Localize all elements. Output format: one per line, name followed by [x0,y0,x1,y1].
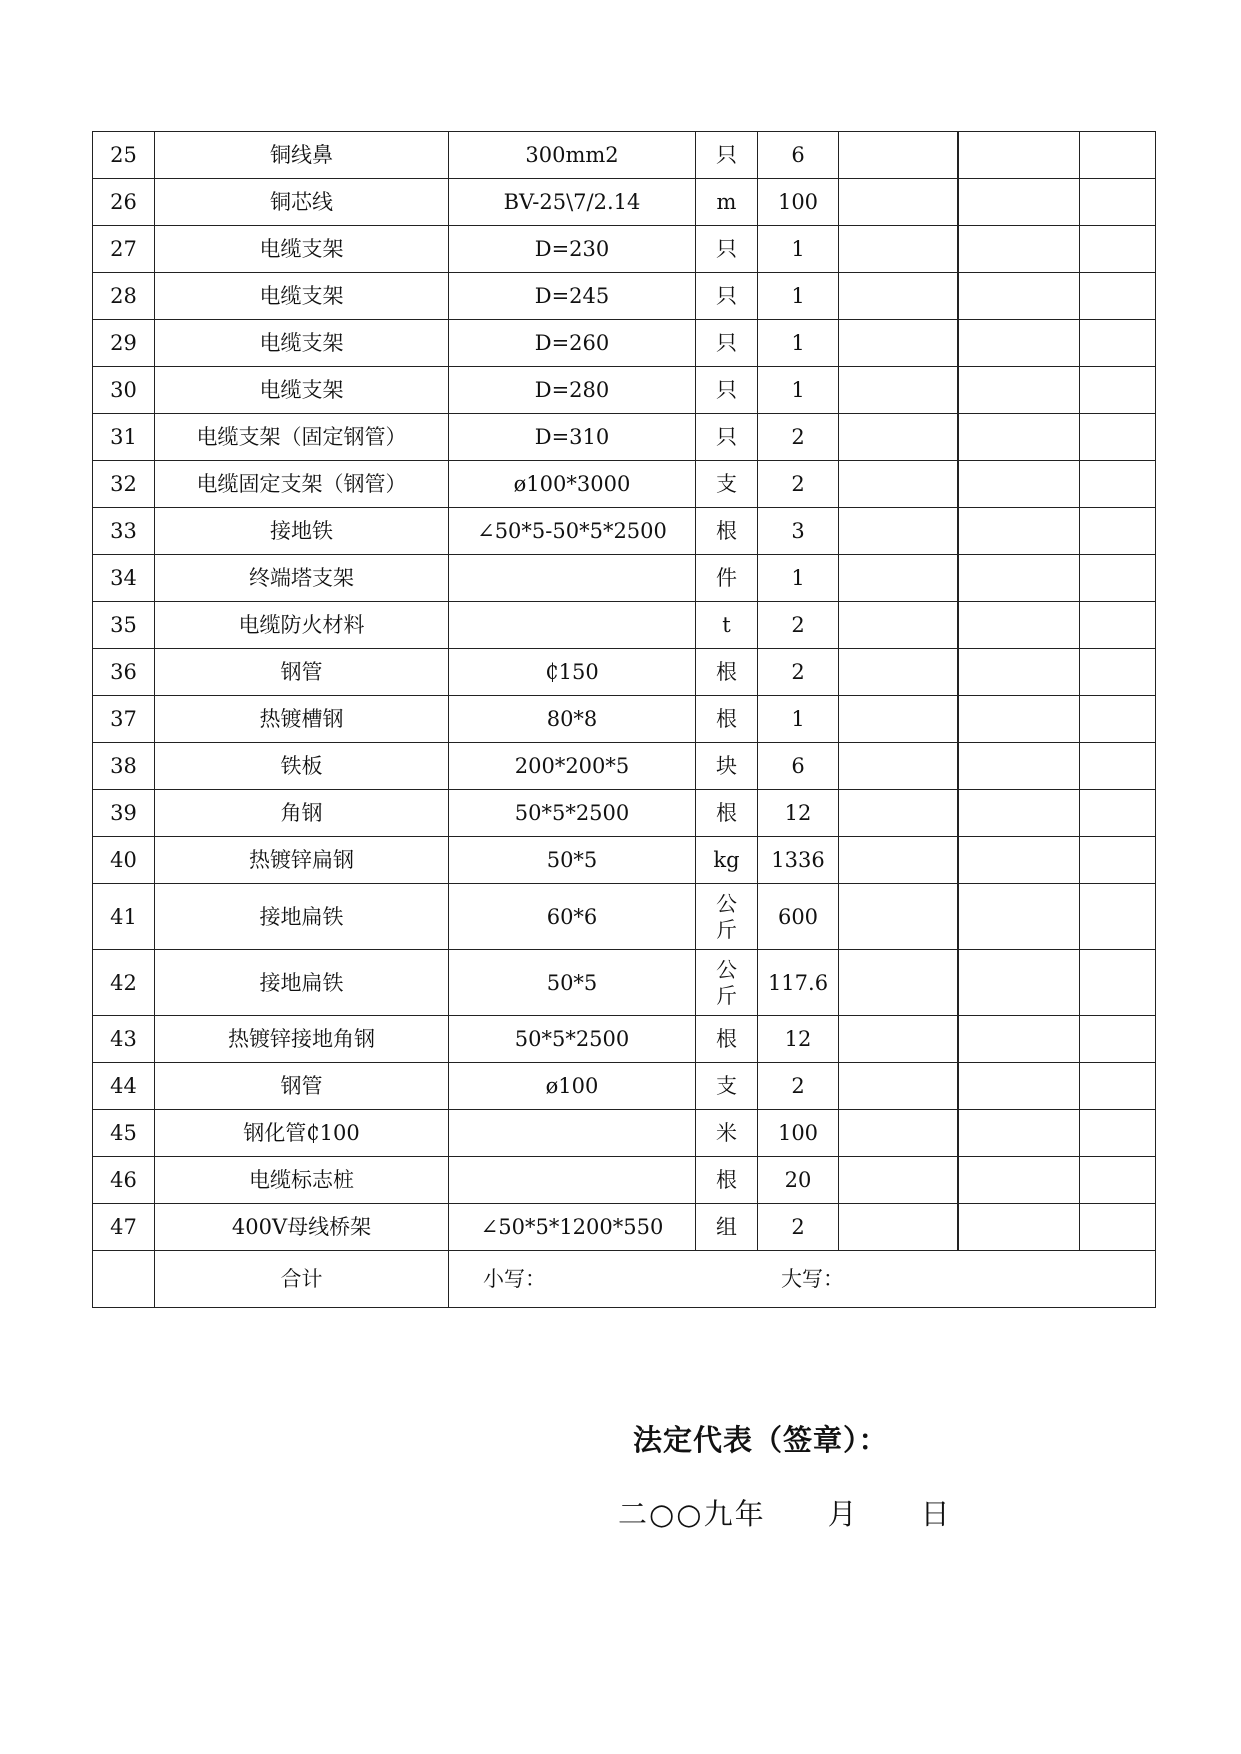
empty-cell-1 [839,743,958,790]
quantity-cell: 12 [758,790,839,837]
table-row [93,837,1156,884]
specification-cell [449,1110,696,1157]
row-number-cell: 36 [93,649,155,696]
specification-cell [449,555,696,602]
table-row [93,1157,1156,1204]
quantity-cell: 100 [758,1110,839,1157]
empty-cell-1 [839,696,958,743]
row-number-cell: 33 [93,508,155,555]
empty-cell-2 [958,696,1080,743]
table-row [93,696,1156,743]
empty-cell-2 [958,461,1080,508]
item-name-cell: 接地扁铁 [155,884,449,950]
empty-cell-1 [839,790,958,837]
item-name-cell: 钢管 [155,1063,449,1110]
specification-cell: ø100 [449,1063,696,1110]
unit-cell: 根 [696,508,758,555]
empty-cell-1 [839,461,958,508]
empty-cell-1 [839,1063,958,1110]
table-row [93,1110,1156,1157]
empty-cell-1 [839,132,958,179]
empty-cell-1 [839,273,958,320]
empty-cell-1 [839,1016,958,1063]
empty-cell-2 [958,179,1080,226]
unit-cell: 根 [696,649,758,696]
table-row [93,414,1156,461]
empty-cell-2 [958,837,1080,884]
item-name-cell: 电缆支架 [155,320,449,367]
empty-cell-2 [958,273,1080,320]
quantity-cell: 2 [758,1204,839,1251]
specification-cell: D=245 [449,273,696,320]
empty-cell-3 [1080,790,1156,837]
specification-cell: D=280 [449,367,696,414]
empty-cell-3 [1080,696,1156,743]
empty-cell-2 [958,1110,1080,1157]
specification-cell: D=260 [449,320,696,367]
empty-cell-3 [1080,837,1156,884]
empty-cell-3 [1080,461,1156,508]
row-number-cell: 35 [93,602,155,649]
table-row [93,1016,1156,1063]
empty-cell-1 [839,1110,958,1157]
quantity-cell: 100 [758,179,839,226]
empty-cell-3 [1080,132,1156,179]
item-name-cell: 终端塔支架 [155,555,449,602]
item-name-cell: 电缆防火材料 [155,602,449,649]
empty-cell-2 [958,367,1080,414]
unit-cell: 组 [696,1204,758,1251]
empty-cell-3 [1080,226,1156,273]
empty-cell-2 [958,790,1080,837]
specification-cell: 80*8 [449,696,696,743]
empty-cell-1 [839,649,958,696]
empty-cell-1 [839,414,958,461]
item-name-cell: 接地铁 [155,508,449,555]
item-name-cell: 电缆支架（固定钢管） [155,414,449,461]
item-name-cell: 热镀锌接地角钢 [155,1016,449,1063]
unit-cell: 支 [696,1063,758,1110]
row-number-cell: 37 [93,696,155,743]
table-row [93,179,1156,226]
empty-cell-2 [958,1063,1080,1110]
row-number-cell: 43 [93,1016,155,1063]
specification-cell: D=310 [449,414,696,461]
row-number-cell: 34 [93,555,155,602]
specification-cell: 50*5*2500 [449,1016,696,1063]
empty-cell-2 [958,508,1080,555]
empty-cell-1 [839,884,958,950]
total-amount-cell [449,1251,1156,1308]
item-name-cell: 接地扁铁 [155,950,449,1016]
table-row [93,743,1156,790]
specification-cell: BV-25\7/2.14 [449,179,696,226]
item-name-cell: 铁板 [155,743,449,790]
unit-cell: 只 [696,132,758,179]
quantity-cell: 1 [758,320,839,367]
row-number-cell: 32 [93,461,155,508]
quantity-cell: 1 [758,273,839,320]
unit-cell: 只 [696,226,758,273]
unit-cell: 只 [696,273,758,320]
table-row [93,555,1156,602]
specification-cell: 50*5 [449,950,696,1016]
item-name-cell: 钢管 [155,649,449,696]
table-row [93,461,1156,508]
empty-cell-2 [958,950,1080,1016]
quantity-cell: 2 [758,414,839,461]
row-number-cell: 29 [93,320,155,367]
empty-cell-2 [958,1204,1080,1251]
table-row [93,367,1156,414]
table-row [93,1204,1156,1251]
empty-cell-1 [839,837,958,884]
item-name-cell: 电缆固定支架（钢管） [155,461,449,508]
empty-cell-3 [1080,414,1156,461]
quantity-cell: 1 [758,555,839,602]
unit-cell: m [696,179,758,226]
unit-cell: 米 [696,1110,758,1157]
empty-cell-1 [839,1204,958,1251]
empty-cell-1 [839,226,958,273]
quantity-cell: 2 [758,1063,839,1110]
row-number-cell: 31 [93,414,155,461]
row-number-cell: 26 [93,179,155,226]
unit-cell: 只 [696,320,758,367]
specification-cell: 60*6 [449,884,696,950]
row-number-cell: 47 [93,1204,155,1251]
table-body [93,132,1156,1251]
empty-cell-3 [1080,273,1156,320]
specification-cell: 300mm2 [449,132,696,179]
total-empty-cell [93,1251,155,1308]
specification-cell: ø100*3000 [449,461,696,508]
unit-cell: t [696,602,758,649]
total-label: 合计 [155,1251,449,1308]
table-row [93,950,1156,1016]
unit-cell: 公斤 [696,884,758,950]
quantity-cell: 1336 [758,837,839,884]
empty-cell-2 [958,1016,1080,1063]
quantity-cell: 2 [758,602,839,649]
table-row [93,132,1156,179]
quantity-cell: 20 [758,1157,839,1204]
empty-cell-3 [1080,1157,1156,1204]
unit-cell: 支 [696,461,758,508]
date-line: 二○○九年 月 日 [618,1497,952,1531]
item-name-cell: 热镀锌扁钢 [155,837,449,884]
quantity-cell: 600 [758,884,839,950]
item-name-cell: 电缆支架 [155,226,449,273]
unit-cell: 只 [696,414,758,461]
amount-big-label: 大写： [781,1267,844,1291]
table-row [93,1063,1156,1110]
item-name-cell: 铜芯线 [155,179,449,226]
item-name-cell: 电缆支架 [155,367,449,414]
quantity-cell: 1 [758,696,839,743]
item-name-cell: 400V母线桥架 [155,1204,449,1251]
empty-cell-2 [958,743,1080,790]
specification-cell: 50*5 [449,837,696,884]
empty-cell-2 [958,1157,1080,1204]
quantity-cell: 12 [758,1016,839,1063]
unit-cell: 件 [696,555,758,602]
row-number-cell: 45 [93,1110,155,1157]
empty-cell-1 [839,179,958,226]
table-row [93,320,1156,367]
specification-cell: 50*5*2500 [449,790,696,837]
unit-cell: kg [696,837,758,884]
quantity-cell: 1 [758,226,839,273]
row-number-cell: 27 [93,226,155,273]
empty-cell-1 [839,367,958,414]
material-list-table [92,131,1156,1308]
empty-cell-3 [1080,1110,1156,1157]
empty-cell-3 [1080,884,1156,950]
empty-cell-2 [958,226,1080,273]
specification-cell: 200*200*5 [449,743,696,790]
table-row [93,226,1156,273]
empty-cell-1 [839,602,958,649]
empty-cell-1 [839,320,958,367]
unit-cell: 根 [696,790,758,837]
row-number-cell: 42 [93,950,155,1016]
specification-cell [449,602,696,649]
unit-cell: 根 [696,1016,758,1063]
specification-cell: ∠50*5*1200*550 [449,1204,696,1251]
empty-cell-2 [958,649,1080,696]
empty-cell-2 [958,132,1080,179]
empty-cell-3 [1080,743,1156,790]
unit-cell: 根 [696,696,758,743]
quantity-cell: 117.6 [758,950,839,1016]
empty-cell-2 [958,602,1080,649]
table-row [93,508,1156,555]
table-row [93,649,1156,696]
row-number-cell: 46 [93,1157,155,1204]
table-row [93,790,1156,837]
row-number-cell: 41 [93,884,155,950]
empty-cell-1 [839,1157,958,1204]
row-number-cell: 30 [93,367,155,414]
row-number-cell: 44 [93,1063,155,1110]
specification-cell: ∠50*5-50*5*2500 [449,508,696,555]
item-name-cell: 角钢 [155,790,449,837]
empty-cell-3 [1080,950,1156,1016]
row-number-cell: 38 [93,743,155,790]
empty-cell-3 [1080,1063,1156,1110]
quantity-cell: 6 [758,743,839,790]
specification-cell: D=230 [449,226,696,273]
empty-cell-3 [1080,1204,1156,1251]
amount-small-label: 小写： [483,1267,546,1291]
quantity-cell: 3 [758,508,839,555]
empty-cell-2 [958,414,1080,461]
empty-cell-2 [958,884,1080,950]
item-name-cell: 热镀槽钢 [155,696,449,743]
item-name-cell: 电缆标志桩 [155,1157,449,1204]
item-name-cell: 钢化管₵100 [155,1110,449,1157]
empty-cell-3 [1080,320,1156,367]
unit-cell: 根 [696,1157,758,1204]
empty-cell-3 [1080,508,1156,555]
row-number-cell: 25 [93,132,155,179]
quantity-cell: 6 [758,132,839,179]
table-row [93,884,1156,950]
empty-cell-3 [1080,367,1156,414]
row-number-cell: 39 [93,790,155,837]
table-row [93,273,1156,320]
empty-cell-1 [839,555,958,602]
quantity-cell: 1 [758,367,839,414]
row-number-cell: 28 [93,273,155,320]
unit-cell: 公斤 [696,950,758,1016]
quantity-cell: 2 [758,461,839,508]
unit-cell: 块 [696,743,758,790]
empty-cell-1 [839,508,958,555]
row-number-cell: 40 [93,837,155,884]
empty-cell-3 [1080,555,1156,602]
empty-cell-2 [958,555,1080,602]
empty-cell-2 [958,320,1080,367]
total-row [93,1251,1156,1308]
legal-representative-signature-label: 法定代表（签章）： [633,1423,889,1457]
empty-cell-3 [1080,649,1156,696]
empty-cell-3 [1080,179,1156,226]
item-name-cell: 铜线鼻 [155,132,449,179]
item-name-cell: 电缆支架 [155,273,449,320]
empty-cell-1 [839,950,958,1016]
table-row [93,602,1156,649]
empty-cell-3 [1080,602,1156,649]
empty-cell-3 [1080,1016,1156,1063]
unit-cell: 只 [696,367,758,414]
specification-cell: ₵150 [449,649,696,696]
specification-cell [449,1157,696,1204]
quantity-cell: 2 [758,649,839,696]
